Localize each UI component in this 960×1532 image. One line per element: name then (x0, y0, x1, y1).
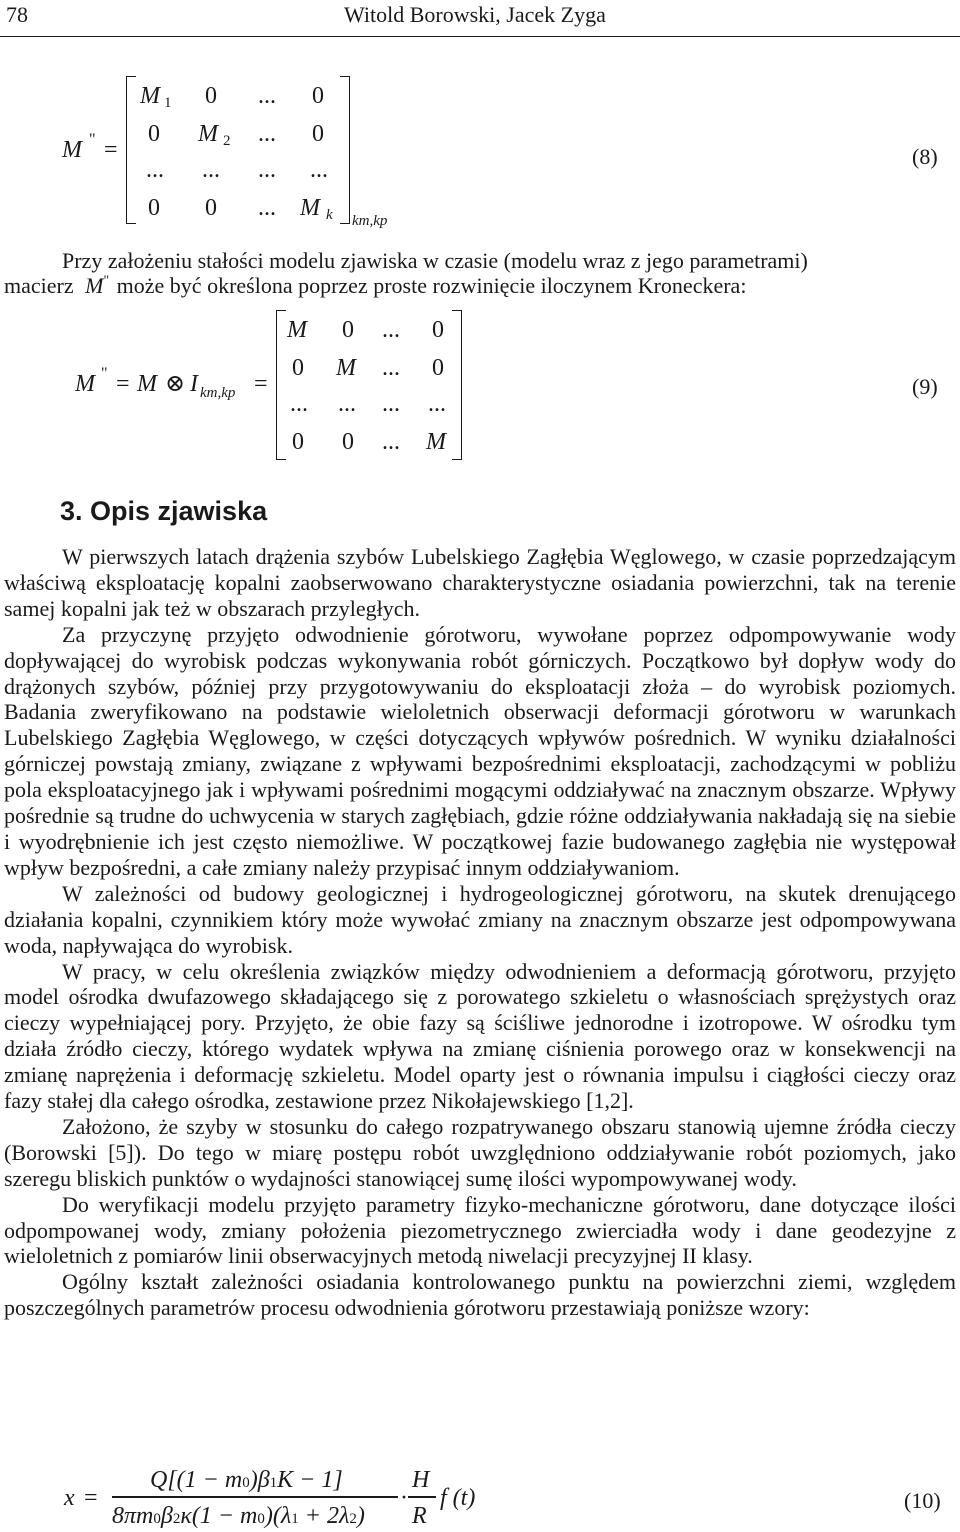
eq8-number: (8) (912, 144, 938, 169)
eq8-cell: ... (202, 157, 220, 183)
eq10-den1-sub4: 1 (291, 1511, 299, 1527)
eq9-cell: ... (382, 391, 400, 417)
eq9-cell: 0 (292, 429, 304, 455)
eq10-fraction-bar-1 (112, 1496, 398, 1498)
eq8-cell: ... (258, 83, 276, 109)
eq9-cell: ... (338, 391, 356, 417)
eq10-numerator-1 (150, 1468, 343, 1492)
eq9-cell: ... (382, 429, 400, 455)
eq10-num1-b: )β (249, 1467, 270, 1493)
eq9-cell: M (287, 317, 307, 343)
eq9-left-bracket (276, 310, 286, 460)
eq9-equals: = (116, 371, 130, 397)
eq9-cell: 0 (342, 429, 354, 455)
eq8-cell: 0 (148, 121, 160, 147)
intro-line-1: Przy założeniu stałości modelu zjawiska w czasie (modelu wraz z jego parametrami) (62, 248, 808, 273)
eq10-den1-sub5: 2 (349, 1511, 357, 1527)
eq10-den1-e: + 2λ (298, 1503, 350, 1529)
eq9-cell: ... (428, 391, 446, 417)
eq9-cell: ... (290, 391, 308, 417)
eq10-den1-d: )(λ (264, 1503, 292, 1529)
paragraph-5: Założono, że szyby w stosunku do całego rozpatrywanego obszaru stanowią ujemne źródła cieczy (Borowski [5]). Do tego w miarę postępu robót uwzględniono oddziaływanie robót poziomych, jako szeregu bliskich punktów o wydajności stanowiącej sumę ilości wypompowywanej wody. (4, 1113, 956, 1191)
eq10-den1-c: κ(1 − m (180, 1503, 258, 1529)
paragraph-4: W pracy, w celu określenia związków między odwodnieniem a deformacją górotworu, przyjęto model ośrodka dwufazowego składającego się z porowatego szkieletu o własnościach sprężystych oraz cieczy wypełniającej pory. Przyjęto, że obie fazy są ściśliwe jednorodne i izotropowe. W ośrodku tym działa źródło cieczy, którego wydatek wpływa na zmianę ciśnienia porowego oraz w konsekwencji na zmianę naprężenia i deformację szkieletu. Model oparty jest o równania impulsu i ciągłości cieczy oraz fazy stałej dla całego ośrodka, zestawione przez Nikołajewskiego [1,2]. (4, 958, 956, 1114)
eq10-numerator-2: H (412, 1467, 430, 1493)
eq8-cell-sub: k (326, 207, 333, 223)
eq8-cell-sub: 2 (223, 133, 231, 149)
eq8-cell: ... (258, 195, 276, 221)
eq10-denominator-1 (112, 1504, 365, 1528)
eq8-right-bracket (340, 76, 350, 224)
eq10-dot: · (400, 1485, 408, 1511)
eq10-den1-a: 8πm (112, 1503, 154, 1529)
eq10-den1-sub2: 2 (172, 1511, 181, 1527)
eq10-fraction-bar-2 (408, 1496, 436, 1498)
eq8-cell: 0 (312, 83, 324, 109)
eq9-cell: ... (382, 317, 400, 343)
eq9-cell: 0 (292, 355, 304, 381)
kronecker-product-symbol: ⊗ (165, 371, 186, 397)
paragraph-3: W zależności od budowy geologicznej i hydrogeologicznej górotworu, na skutek drenującego działania kopalni, czynnikiem który może wywołać zmiany na znacznym obszarze jest odpompowywana woda, napływająca do wyrobisk. (4, 880, 956, 958)
eq9-number: (9) (912, 374, 938, 399)
eq10-num1-a: Q[(1 − m (150, 1467, 243, 1493)
paragraph-7: Ogólny kształt zależności osiadania kontrolowanego punktu na powierzchni ziemi, względem poszczególnych parametrów procesu odwodnienia górotworu przestawiają poniższe wzory: (4, 1269, 956, 1321)
eq8-left-bracket (126, 76, 136, 224)
eq8-cell: ... (258, 121, 276, 147)
identity-symbol: I (190, 371, 198, 397)
eq8-cell: 0 (312, 121, 324, 147)
header-rule (0, 36, 960, 37)
paragraph-6: Do weryfikacji modelu przyjęto parametry fizyko-mechaniczne górotworu, dane dotyczące ilości odpompowanej wody, zmiany położenia piezometrycznego zwierciadła wody i dane geodezyjne z wieloletnich z pomiarów linii obserwacyjnych metodą niwelacji precyzyjnej II klasy. (4, 1191, 956, 1269)
eq9-cell: 0 (432, 317, 444, 343)
eq10-den1-sub0: 0 (153, 1511, 161, 1527)
eq9-right-bracket (452, 310, 462, 460)
eq10-den1-sub3: 0 (257, 1511, 265, 1527)
intro-text-a: macierz (4, 273, 74, 298)
eq9-cell: 0 (342, 317, 354, 343)
eq8-cell: M (140, 83, 160, 109)
page-number: 78 (6, 2, 28, 27)
eq10-function: f (t) (440, 1485, 476, 1511)
intro-text-b: może być określona poprzez proste rozwinięcie iloczynem Kroneckera: (116, 273, 747, 298)
eq9-cell: M (426, 429, 446, 455)
eq8-lhs: M (62, 137, 82, 163)
eq8-cell: 0 (205, 83, 217, 109)
eq9-cell: 0 (432, 355, 444, 381)
eq10-num1-c: K − 1] (277, 1467, 343, 1493)
eq9-prime: " (101, 365, 108, 382)
intro-prime: " (103, 273, 110, 289)
eq10-den1-b: β (160, 1503, 173, 1529)
eq8-equals: = (104, 137, 118, 163)
eq8-prime: " (89, 131, 96, 148)
eq8-cell-sub: 1 (164, 95, 172, 111)
eq9-cell: M (336, 355, 356, 381)
eq8-cell: ... (146, 157, 164, 183)
eq8-cell: ... (258, 157, 276, 183)
eq8-subscript: km,kp (352, 213, 388, 229)
eq8-cell: ... (310, 157, 328, 183)
identity-subscript: km,kp (200, 385, 236, 401)
section-heading: 3. Opis zjawiska (60, 496, 268, 526)
body-text (4, 544, 956, 1321)
eq8-cell: M (300, 195, 320, 221)
eq9-equals-2: = (254, 371, 268, 397)
eq8-cell: 0 (148, 195, 160, 221)
eq9-symbol: M (137, 371, 157, 397)
eq10-number: (10) (904, 1488, 941, 1513)
eq10-lhs: x (64, 1485, 75, 1511)
eq10-denominator-2: R (412, 1503, 427, 1529)
intro-line-2 (4, 273, 746, 299)
paragraph-2: Za przyczynę przyjęto odwodnienie górotworu, wywołane poprzez odpompowywanie wody dopływającej do wyrobisk podczas wykonywania robót górniczych. Początkowo był dopływ wody do drążonych szybów, później przy przygotowywaniu do eksploatacji złoża – do wyrobisk poziomych. Badania zweryfikowano na podstawie wieloletnich obserwacji deformacji górotworu w warunkach Lubelskiego Zagłębia Węglowego, w części dotyczących wpływów pośrednich. W wyniku działalności górniczej powstają zmiany, związane z wpływami bezpośrednimi eksploatacji, zachodzącymi w pobliżu pola eksploatacyjnego jak i wpływami pośrednimi mogącymi oddziaływać na znacznym obszarze. Wpływy pośrednie są trudne do uchwycenia w starych zagłębiach, gdzie różne oddziaływania nakładają się na siebie i wyodrębnienie ich jest często niemożliwe. W początkowej fazie budowanego zagłębia nie występował wpływ bezpośredni, a całe zmiany należy przypisać innym oddziaływaniom. (4, 621, 956, 880)
eq8-cell: M (198, 121, 218, 147)
eq9-lhs: M (75, 371, 95, 397)
eq10-num1-sub0: 0 (242, 1475, 250, 1491)
running-header-authors: Witold Borowski, Jacek Zyga (344, 2, 606, 27)
eq10-num1-sub1: 1 (269, 1475, 278, 1491)
eq10-equals: = (84, 1485, 98, 1511)
eq9-cell: ... (382, 355, 400, 381)
eq8-cell: 0 (205, 195, 217, 221)
paragraph-1: W pierwszych latach drążenia szybów Lubelskiego Zagłębia Węglowego, w czasie poprzedzającym właściwą eksploatację kopalni zaobserwowano charakterystyczne osiadania powierzchni, tak na terenie samej kopalni jak też w obszarach przyległych. (4, 544, 956, 621)
eq10-den1-f: ) (356, 1503, 365, 1529)
intro-symbol: M (85, 273, 104, 298)
